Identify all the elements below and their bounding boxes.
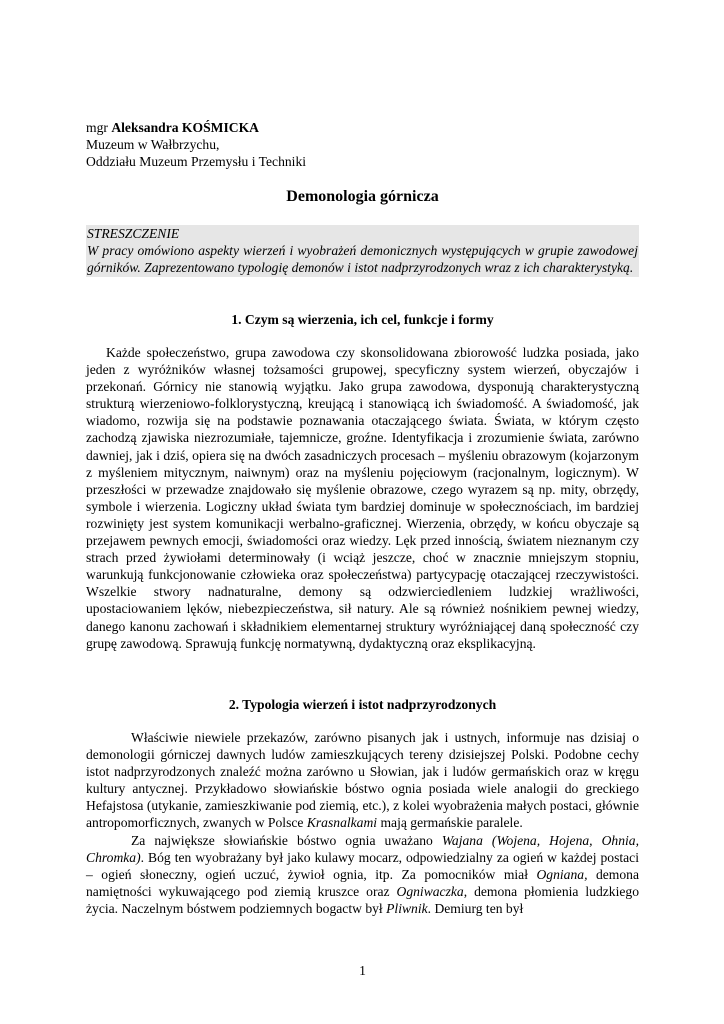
section-2-paragraph-1 bbox=[86, 729, 639, 832]
paragraph-text: mają germańskie paralele. bbox=[377, 815, 523, 831]
paragraph-text: Za największe słowiańskie bóstwo ognia uważano bbox=[131, 832, 442, 848]
section-1-paragraph: Każde społeczeństwo, grupa zawodowa czy skonsolidowana zbiorowość ludzka posiada, jako jeden z wyróżników własnej tożsamości grupowej, specyficzny system wierzeń, obyczajów i przekonań. Górnicy nie stanowią wyjątku. Jako grupa zawodowa, dysponują charakterystyczną strukturą wierzeniowo-folklorystyczną, kreującą i stanowiącą ich świadomość. A świadomość, jak wiadomo, rozwija się na podstawie poznawania otaczającego świata. Świata, w którym często zachodzą zjawiska niezrozumiałe, tajemnicze, groźne. Identyfikacja i zrozumienie świata, zarówno dawniej, jak i dziś, opiera się na dwóch zasadniczych procesach – myśleniu obrazowym (kojarzonym z myśleniem mitycznym, naiwnym) oraz na myśleniu pojęciowym (racjonalnym, logicznym). W przeszłości w przewadze znajdowało się myślenie obrazowe, czego wyrazem są np. mity, obrzędy, symbole i wierzenia. Logiczny układ świata tym bardziej dominuje w społecznościach, im bardziej rozwinięty jest system komunikacji werbalno-graficznej. Wierzenia, obrzędy, w końcu obyczaje są przejawem pewnych emocji, świadomości oraz wiedzy. Lęk przed innością, światem nieznanym czy strach przed żywiołami determinowały (i wciąż jeszcze, choć w znacznie mniejszym stopniu, warunkują funkcjonowanie człowieka oraz społeczeństwa) partycypację otaczającej rzeczywistości. Wszelkie stwory nadnaturalne, demony są odzwierciedleniem ludzkiej wrażliwości, upostaciowaniem lęków, niebezpieczeństwa, sił natury. Ale są również nośnikiem pewnej wiedzy, danego kanonu zachowań i składnikiem elementarnej struktury wyróżniającej daną społeczność czy grupę zawodową. Sprawują funkcję normatywną, dydaktyczną oraz eksplikacyjną. bbox=[86, 345, 639, 651]
author-affiliation-1: Muzeum w Wałbrzychu, bbox=[86, 137, 220, 152]
term-pliwnik: Pliwnik bbox=[386, 900, 428, 916]
term-ogniana: Ogniana, bbox=[536, 866, 588, 882]
section-2-body bbox=[86, 729, 639, 917]
abstract-heading: STRESZCZENIE bbox=[87, 226, 180, 241]
term-ogniwaczka: Ogniwaczka bbox=[396, 883, 464, 899]
author-prefix: mgr bbox=[86, 120, 108, 135]
section-2-heading: 2. Typologia wierzeń i istot nadprzyrodzonych bbox=[228, 697, 497, 712]
section-1-heading: 1. Czym są wierzenia, ich cel, funkcje i formy bbox=[231, 312, 494, 327]
paragraph-text: . Demiurg ten był bbox=[427, 900, 524, 916]
section-2-paragraph-2 bbox=[86, 832, 639, 917]
abstract-text: W pracy omówiono aspekty wierzeń i wyobrażeń demonicznych występujących w grupie zawodowej górników. Zaprezentowano typologię demonów i istot nadprzyrodzonych wraz z ich charakterystyką. bbox=[87, 243, 638, 276]
page-number: 1 bbox=[359, 963, 366, 978]
document-title: Demonologia górnicza bbox=[286, 188, 439, 205]
author-line bbox=[86, 119, 306, 136]
abstract-box bbox=[86, 225, 639, 277]
paragraph-text: . Bóg ten wyobrażany był jako kulawy mocarz, odpowiedzialny za ogień w każdej postaci – ogień słoneczny, ogień uczuć, żywioł ognia, itp. Za pomocników miał bbox=[86, 849, 639, 882]
paragraph-text: Właściwie niewiele przekazów, zarówno pisanych jak i ustnych, informuje nas dzisiaj o demonologii górniczej dawnych ludów zamieszkujących tereny dzisiejszej Polski. Podobne cechy istot nadprzyrodzonych znaleźć można zarówno u Słowian, jak i ludów germańskich oraz w kręgu kultury antycznej. Przykładowo słowiańskie bóstwo ognia posiada wiele analogii do greckiego Hefajstosa (utykanie, zamieszkiwanie pod ziemią, etc.), z kolei wyobrażenia małych postaci, głównie antropomorficznych, zwanych w Polsce bbox=[86, 730, 639, 831]
author-affiliation-2: Oddziału Muzeum Przemysłu i Techniki bbox=[86, 154, 307, 169]
author-name: Aleksandra KOŚMICKA bbox=[111, 120, 259, 135]
term-krasnalki: Krasnalkami bbox=[306, 815, 378, 831]
paragraph-text: demona namiętności wykuwającego pod ziemią kruszce oraz bbox=[86, 866, 639, 899]
author-block bbox=[86, 119, 306, 170]
section-1-body bbox=[86, 344, 639, 652]
paragraph-text: , demona płomienia ludzkiego życia. Naczelnym bóstwem podziemnych bogactw był bbox=[86, 883, 639, 916]
term-wajana: Wajana (Wojena, Hojena, Ohnia, Chromka) bbox=[86, 832, 639, 865]
